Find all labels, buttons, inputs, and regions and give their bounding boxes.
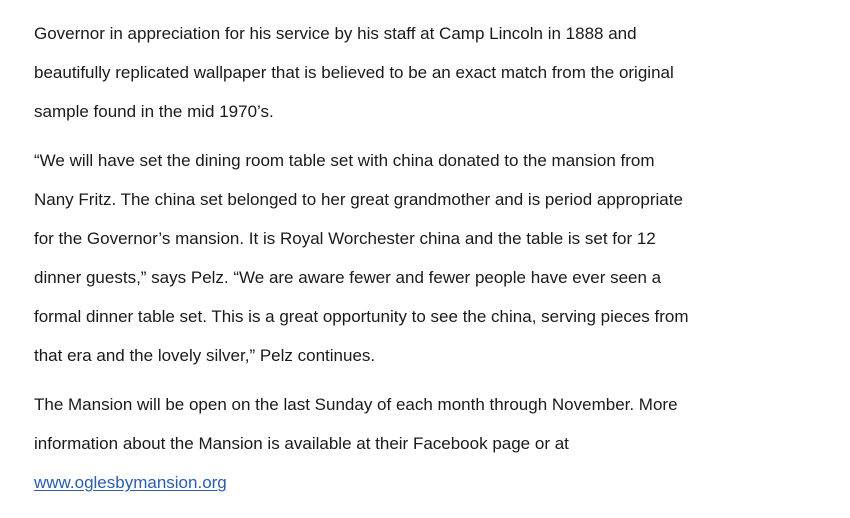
link-line — [34, 463, 824, 502]
text-line: beautifully replicated wallpaper that is believed to be an exact match from the original — [34, 63, 674, 82]
text-line: information about the Mansion is available at their Facebook page or at — [34, 434, 569, 453]
text-line: formal dinner table set. This is a great opportunity to see the china, serving pieces from — [34, 307, 689, 326]
mansion-website-link[interactable]: www.oglesbymansion.org — [34, 473, 227, 492]
paragraph-camp-lincoln — [34, 14, 824, 131]
text-line: for the Governor’s mansion. It is Royal Worchester china and the table is set for 12 — [34, 229, 656, 248]
paragraph-opening-info — [34, 385, 824, 502]
paragraph-dining-room — [34, 141, 824, 375]
text-line: sample found in the mid 1970’s. — [34, 102, 274, 121]
text-line: “We will have set the dining room table set with china donated to the mansion from — [34, 151, 655, 170]
text-line: Governor in appreciation for his service by his staff at Camp Lincoln in 1888 and — [34, 24, 637, 43]
text-line: The Mansion will be open on the last Sunday of each month through November. More — [34, 395, 678, 414]
text-line: that era and the lovely silver,” Pelz continues. — [34, 346, 376, 365]
text-line: dinner guests,” says Pelz. “We are aware fewer and fewer people have ever seen a — [34, 268, 662, 287]
text-line: Nany Fritz. The china set belonged to her great grandmother and is period appropriate — [34, 190, 683, 209]
document-body — [34, 14, 824, 502]
